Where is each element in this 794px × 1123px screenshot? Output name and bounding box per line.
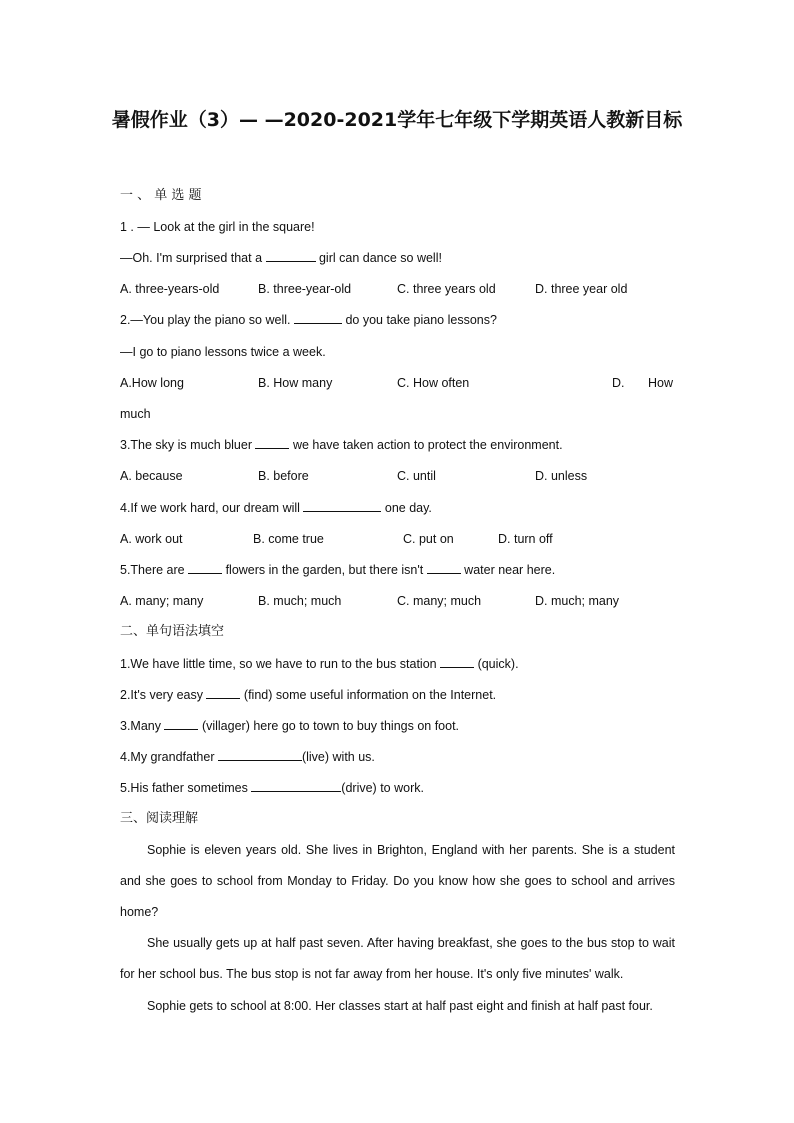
question-4-option-d: D. turn off	[498, 532, 553, 546]
question-1-option-c: C. three years old	[397, 282, 496, 296]
question-2-option-a: A.How long	[120, 376, 184, 390]
question-4-stem: 4.If we work hard, our dream will one day.	[120, 501, 432, 515]
page-title: 暑假作业（3）— —2020-2021学年七年级下学期英语人教新目标	[111, 109, 683, 131]
reading-paragraph-2: She usually gets up at half past seven. After having breakfast, she goes to the bus stop to wait for her school bus. The bus stop is not far away from her house. It's only five minutes' walk.	[120, 936, 675, 981]
question-5-option-b: B. much; much	[258, 594, 342, 608]
question-2-option-b: B. How many	[258, 376, 333, 390]
reading-paragraph-3: Sophie gets to school at 8:00. Her classes start at half past eight and finish at half past four.	[147, 999, 653, 1013]
question-3-option-a: A. because	[120, 469, 183, 483]
grammar-item-4: 4.My grandfather (live) with us.	[120, 750, 375, 764]
question-2-option-d-letter: D.	[612, 376, 625, 390]
section-heading-grammar-fill: 二、单句语法填空	[120, 624, 225, 639]
question-2-stem: 2.—You play the piano so well. do you take piano lessons?	[120, 313, 497, 327]
question-4-option-a: A. work out	[120, 532, 183, 546]
grammar-item-5: 5.His father sometimes (drive) to work.	[120, 781, 424, 795]
grammar-item-3: 3.Many (villager) here go to town to buy things on foot.	[120, 719, 460, 733]
question-2-option-d-text: How	[648, 376, 674, 390]
question-1-reply: —Oh. I'm surprised that a girl can dance so well!	[120, 251, 442, 265]
question-2-option-c: C. How often	[397, 376, 470, 390]
question-3-option-c: C. until	[397, 469, 436, 483]
question-5-option-c: C. many; much	[397, 594, 482, 608]
question-1-option-b: B. three-year-old	[258, 282, 352, 296]
answer-blank	[255, 436, 289, 449]
question-5-option-a: A. many; many	[120, 594, 204, 608]
question-3-option-b: B. before	[258, 469, 309, 483]
section-heading-reading: 三、阅读理解	[120, 811, 199, 826]
question-3-stem: 3.The sky is much bluer we have taken action to protect the environment.	[120, 438, 563, 452]
question-5-stem: 5.There are flowers in the garden, but there isn't water near here.	[120, 563, 556, 577]
question-2-reply: —I go to piano lessons twice a week.	[120, 345, 326, 359]
answer-blank	[266, 249, 316, 262]
answer-blank	[251, 779, 341, 792]
question-2-option-d-wrap: much	[120, 407, 151, 421]
answer-blank	[294, 311, 342, 324]
answer-blank	[218, 748, 302, 761]
grammar-item-2: 2.It's very easy (find) some useful information on the Internet.	[120, 688, 497, 702]
question-3-option-d: D. unless	[535, 469, 588, 483]
answer-blank	[206, 686, 240, 699]
question-4-option-b: B. come true	[253, 532, 324, 546]
answer-blank	[303, 499, 381, 512]
question-5-option-d: D. much; many	[535, 594, 620, 608]
question-1-option-a: A. three-years-old	[120, 282, 220, 296]
question-1-option-d: D. three year old	[535, 282, 628, 296]
answer-blank	[164, 717, 198, 730]
question-4-option-c: C. put on	[403, 532, 454, 546]
question-1-stem: 1 . — Look at the girl in the square!	[120, 220, 315, 234]
answer-blank	[427, 561, 461, 574]
answer-blank	[440, 655, 474, 668]
answer-blank	[188, 561, 222, 574]
grammar-item-1: 1.We have little time, so we have to run to the bus station (quick).	[120, 657, 519, 671]
reading-paragraph-1: Sophie is eleven years old. She lives in Brighton, England with her parents. She is a student and she goes to school from Monday to Friday. Do you know how she goes to school and arrives home?	[120, 843, 675, 919]
section-heading-single-choice: 一 、 单 选 题	[120, 188, 202, 203]
